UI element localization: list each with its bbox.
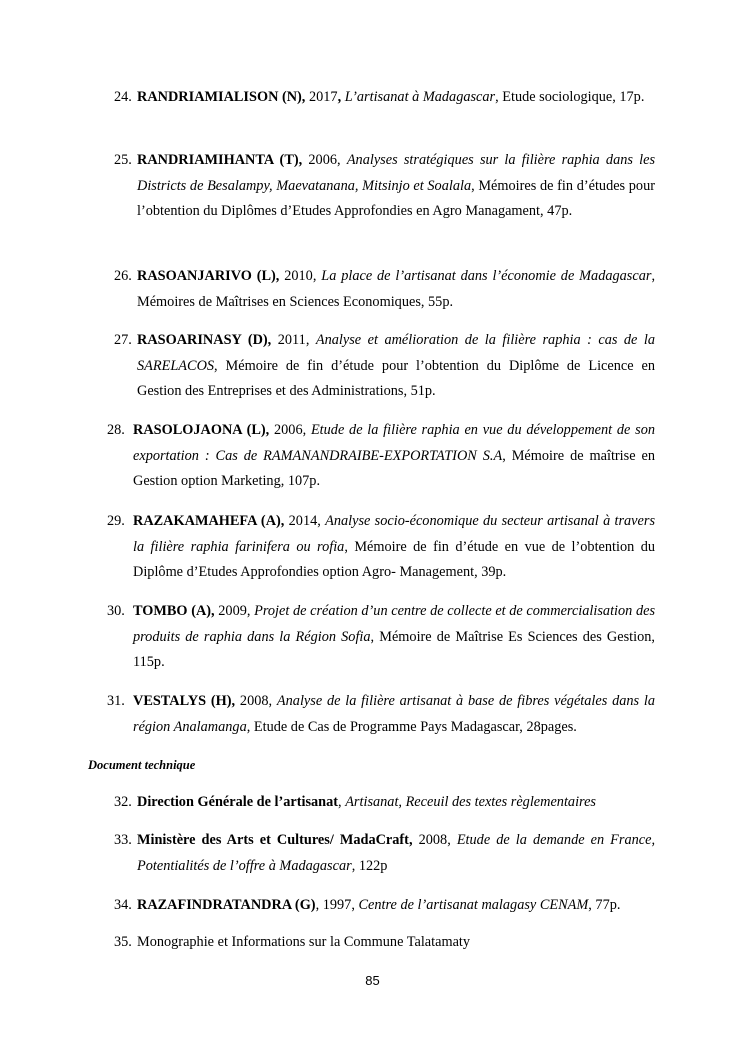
- reference-number: 31.: [107, 693, 125, 709]
- reference-title: Etude de la filière raphia en vue du développement de son exportation : Cas de RAMANANDRAIBE-EXPORTATION S.A: [133, 422, 655, 464]
- reference-26: 26. RASOANJARIVO (L), 2010, La place de l’artisanat dans l’économie de Madagascar, Mémoires de Maîtrises en Sciences Economiques, 55p.: [137, 264, 655, 315]
- reference-title: Analyse de la filière artisanat à base de fibres végétales dans la région Analamanga: [133, 693, 656, 735]
- reference-28: 28. RASOLOJAONA (L), 2006, Etude de la filière raphia en vue du développement de son exportation : Cas de RAMANANDRAIBE-EXPORTATION S.A, Mémoire de maîtrise en Gestion option Marketing, 107p.: [133, 418, 655, 495]
- reference-author: Direction Générale de l’artisanat: [137, 794, 339, 810]
- reference-number: 27.: [114, 332, 132, 348]
- reference-author: RASOARINASY (D),: [137, 332, 272, 348]
- reference-author: RAZAFINDRATANDRA (G): [137, 897, 316, 913]
- reference-27: 27. RASOARINASY (D), 2011, Analyse et amélioration de la filière raphia : cas de la SARELACOS, Mémoire de fin d’étude pour l’obtention du Diplôme de Licence en Gestion des Entreprises et des Administrations, 51p.: [137, 328, 655, 405]
- reference-30: 30. TOMBO (A), 2009, Projet de création d’un centre de collecte et de commercialisation des produits de raphia dans la Région Sofia, Mémoire de Maîtrise Es Sciences des Gestion, 115p.: [133, 599, 655, 676]
- reference-author: RANDRIAMIALISON (N),: [137, 89, 306, 105]
- reference-33: 33. Ministère des Arts et Cultures/ MadaCraft, 2008, Etude de la demande en France, Potentialités de l’offre à Madagascar, 122p: [137, 828, 655, 879]
- reference-number: 32.: [114, 794, 132, 810]
- reference-title: L’artisanat à Madagascar: [344, 89, 496, 105]
- reference-title: La place de l’artisanat dans l’économie de Madagascar: [321, 268, 652, 284]
- reference-author: VESTALYS (H),: [133, 693, 236, 709]
- reference-25: 25. RANDRIAMIHANTA (T), 2006, Analyses stratégiques sur la filière raphia dans les Districts de Besalampy, Maevatanana, Mitsinjo et Soalala, Mémoires de fin d’études pour l’obtention du Diplômes d’Etudes Approfondies en Agro Managament, 47p.: [137, 148, 655, 225]
- reference-number: 25.: [114, 152, 132, 168]
- reference-author: RAZAKAMAHEFA (A),: [133, 513, 285, 529]
- reference-title: Artisanat, Receuil des textes règlementaires: [345, 794, 596, 810]
- reference-number: 26.: [114, 268, 132, 284]
- reference-title: Centre de l’artisanat malagasy CENAM: [358, 897, 589, 913]
- reference-author: RANDRIAMIHANTA (T),: [137, 152, 303, 168]
- section-heading: Document technique: [88, 758, 196, 772]
- page-number: 85: [365, 973, 380, 988]
- reference-number: 34.: [114, 897, 132, 913]
- reference-number: 33.: [114, 832, 132, 848]
- reference-author: TOMBO (A),: [133, 603, 215, 619]
- reference-number: 29.: [107, 513, 125, 529]
- reference-32: 32. Direction Générale de l’artisanat, Artisanat, Receuil des textes règlementaires: [137, 790, 655, 816]
- reference-author: RASOANJARIVO (L),: [137, 268, 280, 284]
- reference-number: 35.: [114, 934, 132, 950]
- reference-31: 31. VESTALYS (H), 2008, Analyse de la filière artisanat à base de fibres végétales dans la région Analamanga, Etude de Cas de Programme Pays Madagascar, 28pages.: [133, 689, 655, 740]
- reference-29: 29. RAZAKAMAHEFA (A), 2014, Analyse socio-économique du secteur artisanal à travers la filière raphia farinifera ou rofia, Mémoire de fin d’étude en vue de l’obtention du Diplôme d’Etudes Approfondies option Agro- Management, 39p.: [133, 509, 655, 586]
- reference-author: RASOLOJAONA (L),: [133, 422, 270, 438]
- reference-number: 30.: [107, 603, 125, 619]
- reference-number: 24.: [114, 89, 132, 105]
- reference-text: Monographie et Informations sur la Commune Talatamaty: [137, 934, 471, 950]
- reference-24: 24. RANDRIAMIALISON (N), 2017, L’artisanat à Madagascar, Etude sociologique, 17p.: [137, 85, 655, 111]
- reference-34: 34. RAZAFINDRATANDRA (G), 1997, Centre de l’artisanat malagasy CENAM, 77p.: [137, 893, 655, 919]
- reference-title: Analyse et amélioration de la filière raphia : cas de la SARELACOS: [137, 332, 656, 374]
- reference-title: Etude de la demande en France, Potentialités de l’offre à Madagascar: [137, 832, 656, 874]
- reference-title: Projet de création d’un centre de collecte et de commercialisation des produits de raphia dans la Région Sofia: [133, 603, 656, 645]
- reference-title: Analyse socio-économique du secteur artisanal à travers la filière raphia farinifera ou rofia: [133, 513, 656, 555]
- reference-number: 28.: [107, 422, 125, 438]
- reference-35: [114, 930, 655, 956]
- reference-author: Ministère des Arts et Cultures/ MadaCraft,: [137, 832, 413, 848]
- reference-title: Analyses stratégiques sur la filière raphia dans les Districts de Besalampy, Maevatanana, Mitsinjo et Soalala: [137, 152, 656, 194]
